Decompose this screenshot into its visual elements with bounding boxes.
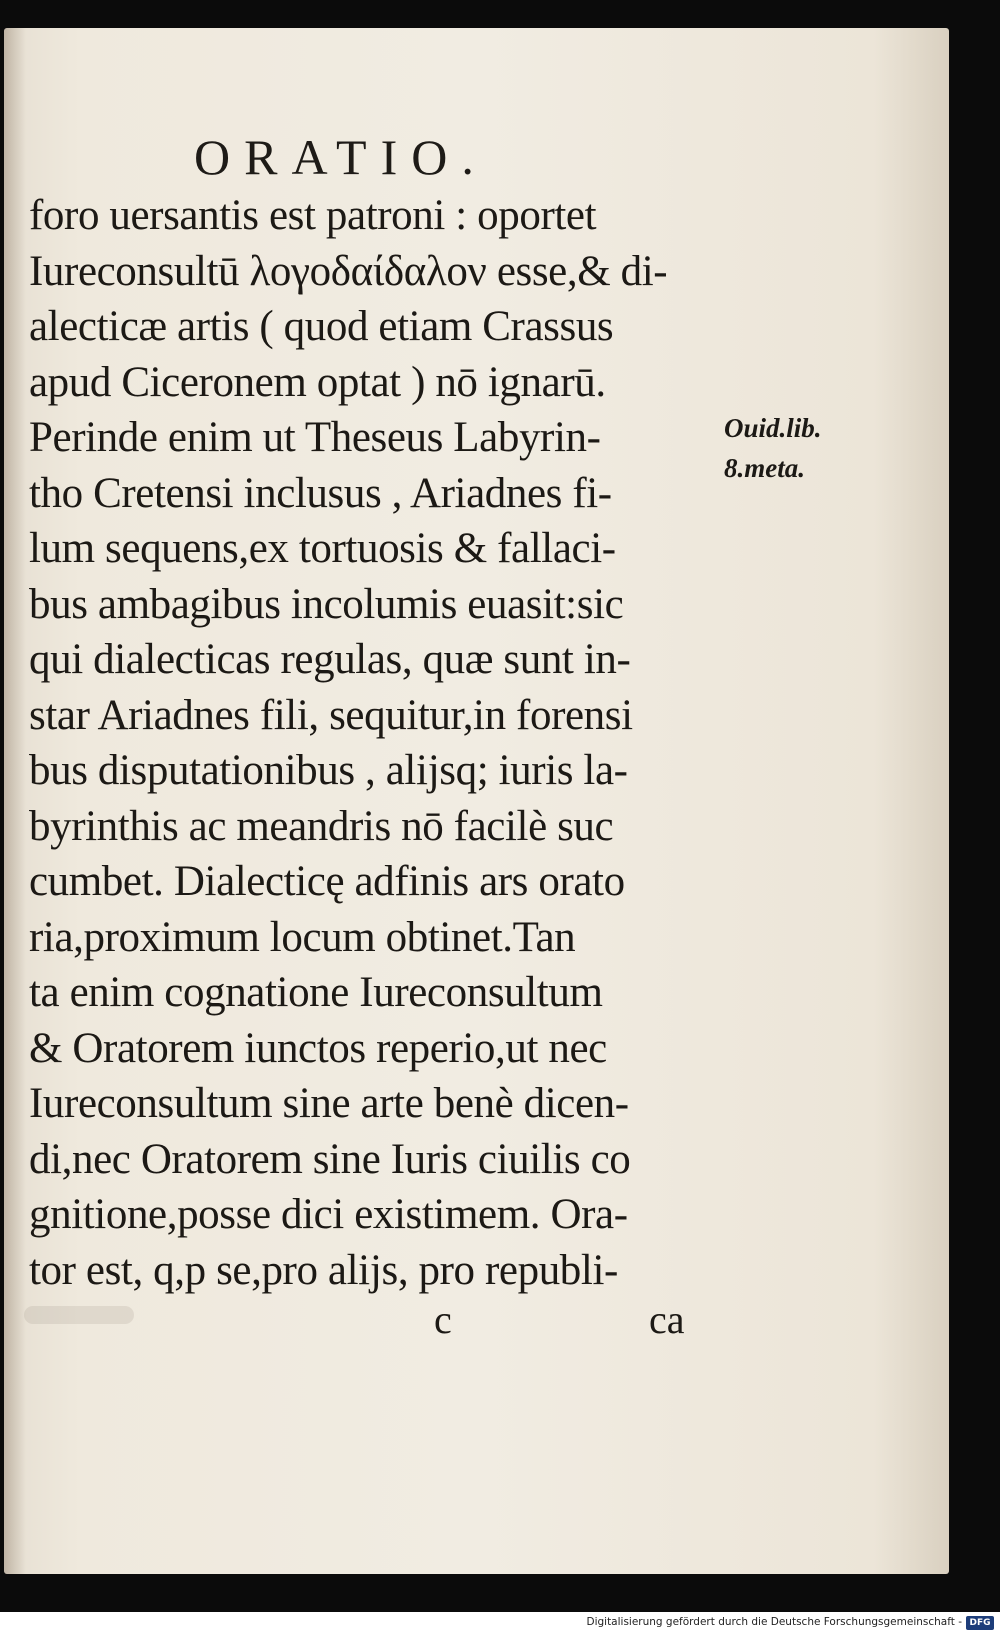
funding-credit: Digitalisierung gefördert durch die Deutsche Forschungsgemeinschaft - (586, 1616, 962, 1628)
text-line: Iureconsultum sine arte benè dicen- (29, 1080, 629, 1127)
text-line: apud Ciceronem optat ) nō ignarū. (29, 358, 606, 406)
margin-notes (724, 408, 884, 488)
margin-note: 8.meta. (724, 453, 805, 483)
text-line: star Ariadnes fili, sequitur,in forensi (29, 691, 633, 739)
text-line: Perinde enim ut Theseus Labyrin- (29, 414, 601, 461)
footer-bar (0, 1612, 1000, 1635)
text-line: lum sequens,ex tortuosis & fallaci- (29, 525, 616, 572)
text-line: tor est, q,p se,pro alĳs, pro republi- (29, 1246, 618, 1294)
text-line: gnitione,posse dici existimem. Ora- (29, 1191, 628, 1238)
text-line: tho Cretensi inclusus , Ariadnes fi- (29, 469, 612, 517)
show-through-smudge (24, 1306, 134, 1324)
text-line: ria,proximum locum obtinet.Tan (29, 913, 576, 961)
text-line: byrinthis ac meandris nō facilè suc (29, 802, 614, 850)
margin-note: Ouid.lib. (724, 413, 822, 443)
book-page (4, 28, 949, 1574)
text-line: foro uersantis est patroni : oportet (29, 192, 597, 239)
text-line: & Oratorem iunctos reperio,ut nec (29, 1024, 607, 1072)
text-line: qui dialecticas regulas, quæ sunt in- (29, 636, 631, 683)
running-head: ORATIO. (194, 129, 488, 185)
text-line: bus ambagibus incolumis euasit:sic (29, 580, 624, 628)
text-line: cumbet. Dialecticę adfinis ars orato (29, 858, 625, 905)
text-line: di,nec Oratorem sine Iuris ciuilis co (29, 1135, 631, 1183)
text-block (29, 188, 729, 1298)
text-line: bus disputationibus , alĳsq; iuris la- (29, 747, 628, 794)
dfg-logo: DFG (966, 1616, 994, 1630)
text-line: alecticæ artis ( quod etiam Crassus (29, 303, 614, 350)
text-line: ta enim cognatione Iureconsultum (29, 969, 603, 1016)
catchword: ca (649, 1297, 685, 1342)
signature-mark: c (434, 1297, 452, 1342)
text-line: Iureconsultū λογοδαίδαλον esse,& di- (29, 247, 668, 295)
